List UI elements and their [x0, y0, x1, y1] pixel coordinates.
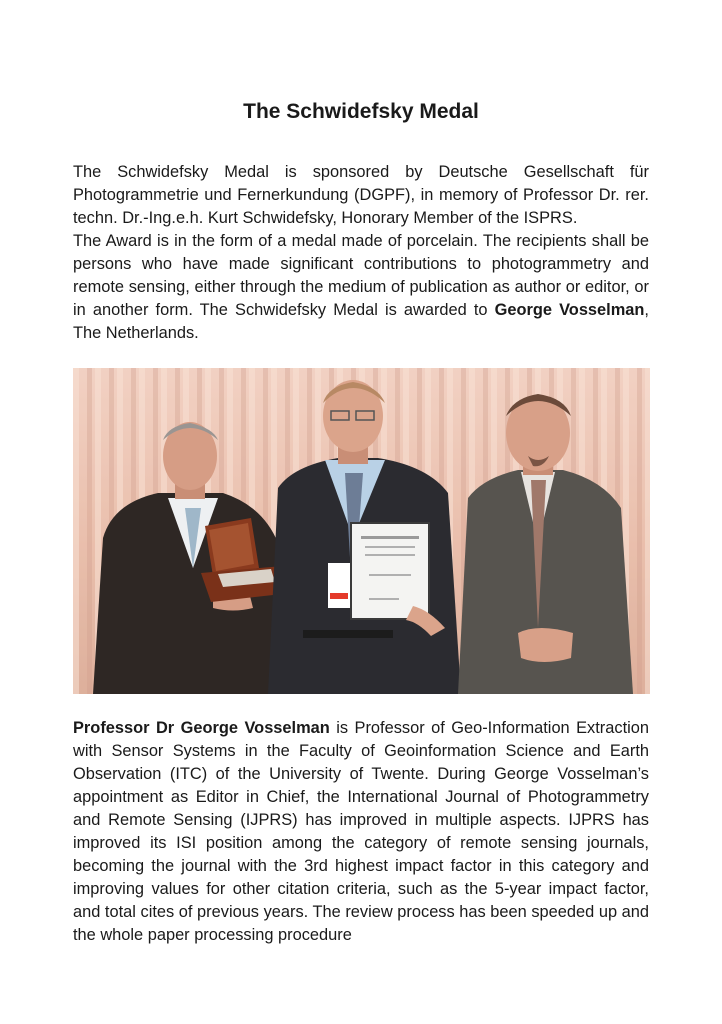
- bio-paragraph: [73, 717, 649, 947]
- bio-text: is Professor of Geo-Information Extraction with Sensor Systems in the Faculty of Geoinformation Science and Earth Observation (ITC) of the University of Twente. During George Vosselman’s appointment as Editor in Chief, the International Journal of Photogrammetry and Remote Sensing (IJPRS) has improved in multiple aspects. IJPRS has improved its ISI position among the category of remote sensing journals, becoming the journal with the 3rd highest impact factor in this category and improving values for other citation criteria, such as the 5-year impact factor, and total cites of previous years. The review process has been speeded up and the whole paper processing procedure: [73, 719, 649, 944]
- intro-paragraph-2: [73, 230, 649, 345]
- award-ceremony-image: [73, 368, 650, 694]
- bio-section: [73, 717, 649, 947]
- award-photo: [73, 368, 650, 694]
- bio-name: Professor Dr George Vosselman: [73, 719, 330, 737]
- intro-paragraph-2-end: , The Netherlands.: [73, 301, 649, 342]
- intro-paragraph-2-text: The Award is in the form of a medal made of porcelain. The recipients shall be persons who have made significant contributions to photogrammetry and remote sensing, either through the medium of publication as author or editor, or in another form. The Schwidefsky Medal is awarded to: [73, 232, 649, 319]
- intro-paragraph-1: The Schwidefsky Medal is sponsored by Deutsche Gesellschaft für Photogrammetrie und Fernerkundung (DGPF), in memory of Professor Dr. rer. techn. Dr.-Ing.e.h. Kurt Schwidefsky, Honorary Member of the ISPRS.: [73, 163, 649, 227]
- awardee-name: George Vosselman: [494, 301, 645, 319]
- intro-section: [73, 161, 649, 345]
- page-title: The Schwidefsky Medal: [243, 100, 479, 123]
